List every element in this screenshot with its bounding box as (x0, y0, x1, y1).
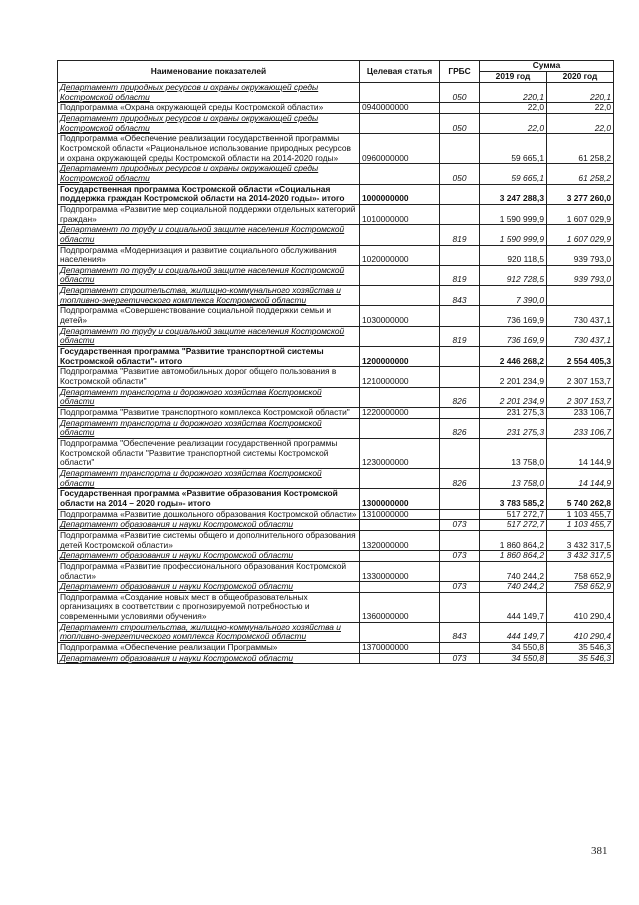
row-name: Департамент образования и науки Костромской области (58, 582, 360, 593)
row-grbs (440, 530, 480, 550)
row-name: Департамент образования и науки Костромской области (58, 653, 360, 664)
row-name: Подпрограмма «Развитие мер социальной поддержки отдельных категорий граждан» (58, 204, 360, 224)
row-value-2019: 912 728,5 (480, 265, 547, 285)
row-value-2020: 2 554 405,3 (547, 347, 614, 367)
row-value-2020: 1 103 455,7 (547, 509, 614, 520)
row-grbs (440, 347, 480, 367)
row-code: 1020000000 (360, 245, 440, 265)
row-value-2019: 22,0 (480, 103, 547, 114)
row-value-2020: 220,1 (547, 83, 614, 103)
row-value-2020: 233 106,7 (547, 408, 614, 419)
row-value-2020: 939 793,0 (547, 265, 614, 285)
row-grbs: 819 (440, 225, 480, 245)
subprogram-row (58, 204, 614, 224)
row-code (360, 83, 440, 103)
program-total-row (58, 184, 614, 204)
department-row (58, 387, 614, 407)
row-value-2020: 1 103 455,7 (547, 520, 614, 531)
row-name: Департамент транспорта и дорожного хозяйства Костромской области (58, 468, 360, 488)
row-value-2019: 231 275,3 (480, 408, 547, 419)
row-grbs: 073 (440, 551, 480, 562)
row-grbs: 843 (440, 622, 480, 642)
row-grbs (440, 438, 480, 468)
row-name: Подпрограмма «Создание новых мест в общеобразовательных организациях в соответствии с прогнозируемой потребностью и современными условиями обучения» (58, 592, 360, 622)
row-code (360, 653, 440, 664)
row-grbs (440, 408, 480, 419)
row-code: 1030000000 (360, 306, 440, 326)
row-code (360, 520, 440, 531)
row-code: 1210000000 (360, 367, 440, 387)
header-name: Наименование показателей (58, 61, 360, 83)
row-value-2019: 59 665,1 (480, 164, 547, 184)
row-value-2020: 730 437,1 (547, 306, 614, 326)
row-code: 1330000000 (360, 561, 440, 581)
row-name: Департамент транспорта и дорожного хозяйства Костромской области (58, 418, 360, 438)
row-name: Подпрограмма "Развитие автомобильных дорог общего пользования в Костромской области" (58, 367, 360, 387)
row-value-2019: 7 390,0 (480, 286, 547, 306)
department-row (58, 265, 614, 285)
row-name: Государственная программа «Развитие образования Костромской области на 2014 – 2020 годы»- итого (58, 489, 360, 509)
header-sum: Сумма (480, 61, 614, 72)
row-code (360, 113, 440, 133)
subprogram-row (58, 367, 614, 387)
row-value-2019: 920 118,5 (480, 245, 547, 265)
row-name: Департамент природных ресурсов и охраны окружающей среды Костромской области (58, 83, 360, 103)
row-value-2020: 1 607 029,9 (547, 204, 614, 224)
row-value-2019: 2 446 268,2 (480, 347, 547, 367)
row-code (360, 326, 440, 346)
row-code (360, 551, 440, 562)
row-value-2019: 736 169,9 (480, 326, 547, 346)
row-grbs (440, 643, 480, 654)
row-code (360, 468, 440, 488)
row-value-2020: 758 652,9 (547, 561, 614, 581)
row-code (360, 164, 440, 184)
row-name: Департамент природных ресурсов и охраны окружающей среды Костромской области (58, 164, 360, 184)
row-grbs (440, 245, 480, 265)
row-name: Подпрограмма «Развитие системы общего и дополнительного образования детей Костромской области» (58, 530, 360, 550)
row-value-2020: 233 106,7 (547, 418, 614, 438)
row-grbs: 050 (440, 113, 480, 133)
page-number: 381 (591, 845, 608, 857)
row-grbs (440, 367, 480, 387)
row-code (360, 225, 440, 245)
subprogram-row (58, 245, 614, 265)
row-value-2020: 1 607 029,9 (547, 225, 614, 245)
row-value-2020: 14 144,9 (547, 438, 614, 468)
row-value-2019: 1 860 864,2 (480, 530, 547, 550)
row-code: 1010000000 (360, 204, 440, 224)
subprogram-row (58, 643, 614, 654)
row-value-2020: 3 277 260,0 (547, 184, 614, 204)
row-name: Государственная программа Костромской области «Социальная поддержка граждан Костромской области на 2014-2020 годы»- итого (58, 184, 360, 204)
subprogram-row (58, 408, 614, 419)
row-value-2019: 517 272,7 (480, 509, 547, 520)
row-value-2019: 22,0 (480, 113, 547, 133)
row-value-2019: 231 275,3 (480, 418, 547, 438)
budget-table (57, 60, 614, 664)
row-value-2020: 22,0 (547, 113, 614, 133)
row-value-2019: 59 665,1 (480, 134, 547, 164)
row-code (360, 286, 440, 306)
row-value-2020: 3 432 317,5 (547, 551, 614, 562)
row-value-2019: 34 550,8 (480, 643, 547, 654)
table-header (58, 61, 614, 83)
program-total-row (58, 489, 614, 509)
row-name: Подпрограмма «Развитие дошкольного образования Костромской области» (58, 509, 360, 520)
row-value-2020: 410 290,4 (547, 622, 614, 642)
row-value-2020: 14 144,9 (547, 468, 614, 488)
row-name: Подпрограмма "Развитие транспортного комплекса Костромской области" (58, 408, 360, 419)
row-value-2019: 444 149,7 (480, 592, 547, 622)
department-row (58, 520, 614, 531)
row-grbs (440, 103, 480, 114)
row-value-2019: 3 247 288,3 (480, 184, 547, 204)
row-value-2019: 517 272,7 (480, 520, 547, 531)
row-value-2020: 61 258,2 (547, 164, 614, 184)
header-year-2019: 2019 год (480, 72, 547, 83)
subprogram-row (58, 561, 614, 581)
row-grbs: 826 (440, 468, 480, 488)
row-value-2020: 61 258,2 (547, 134, 614, 164)
subprogram-row (58, 509, 614, 520)
row-name: Департамент строительства, жилищно-коммунального хозяйства и топливно-энергетического комплекса Костромской области (58, 622, 360, 642)
row-code: 0960000000 (360, 134, 440, 164)
row-code: 1000000000 (360, 184, 440, 204)
header-code: Целевая статья (360, 61, 440, 83)
row-grbs (440, 509, 480, 520)
row-name: Подпрограмма «Модернизация и развитие социального обслуживания населения» (58, 245, 360, 265)
department-row (58, 468, 614, 488)
subprogram-row (58, 134, 614, 164)
row-code (360, 418, 440, 438)
row-value-2020: 22,0 (547, 103, 614, 114)
row-value-2019: 13 758,0 (480, 438, 547, 468)
row-value-2020: 2 307 153,7 (547, 387, 614, 407)
row-name: Департамент образования и науки Костромской области (58, 520, 360, 531)
row-value-2020: 35 546,3 (547, 643, 614, 654)
row-grbs (440, 489, 480, 509)
department-row (58, 551, 614, 562)
row-code: 1220000000 (360, 408, 440, 419)
row-grbs (440, 306, 480, 326)
row-value-2019: 444 149,7 (480, 622, 547, 642)
department-row (58, 164, 614, 184)
row-grbs: 073 (440, 653, 480, 664)
row-value-2020: 939 793,0 (547, 245, 614, 265)
row-grbs: 826 (440, 418, 480, 438)
subprogram-row (58, 530, 614, 550)
row-value-2019: 1 860 864,2 (480, 551, 547, 562)
subprogram-row (58, 438, 614, 468)
row-value-2019: 3 783 585,2 (480, 489, 547, 509)
department-row (58, 622, 614, 642)
row-name: Подпрограмма «Охрана окружающей среды Костромской области» (58, 103, 360, 114)
row-code: 1360000000 (360, 592, 440, 622)
department-row (58, 653, 614, 664)
row-code: 1300000000 (360, 489, 440, 509)
row-grbs: 819 (440, 265, 480, 285)
row-code: 1320000000 (360, 530, 440, 550)
table-body (58, 83, 614, 664)
row-value-2019: 13 758,0 (480, 468, 547, 488)
header-grbs: ГРБС (440, 61, 480, 83)
row-value-2020: 730 437,1 (547, 326, 614, 346)
row-code: 0940000000 (360, 103, 440, 114)
row-code: 1370000000 (360, 643, 440, 654)
row-grbs: 050 (440, 164, 480, 184)
row-code: 1230000000 (360, 438, 440, 468)
department-row (58, 225, 614, 245)
row-value-2020 (547, 286, 614, 306)
department-row (58, 418, 614, 438)
row-grbs: 819 (440, 326, 480, 346)
header-year-2020: 2020 год (547, 72, 614, 83)
row-name: Департамент строительства, жилищно-коммунального хозяйства и топливно-энергетического комплекса Костромской области (58, 286, 360, 306)
row-grbs (440, 204, 480, 224)
row-code: 1310000000 (360, 509, 440, 520)
program-total-row (58, 347, 614, 367)
row-grbs (440, 184, 480, 204)
row-name: Департамент транспорта и дорожного хозяйства Костромской области (58, 387, 360, 407)
row-value-2019: 1 590 999,9 (480, 204, 547, 224)
row-grbs (440, 592, 480, 622)
department-row (58, 326, 614, 346)
row-value-2019: 740 244,2 (480, 561, 547, 581)
row-name: Подпрограмма «Обеспечение реализации государственной программы Костромской области «Рациональное использование природных ресурсов и охрана окружающей среды Костромской области на 2014-2020 годы» (58, 134, 360, 164)
row-value-2020: 3 432 317,5 (547, 530, 614, 550)
department-row (58, 286, 614, 306)
row-value-2020: 410 290,4 (547, 592, 614, 622)
row-code: 1200000000 (360, 347, 440, 367)
department-row (58, 83, 614, 103)
row-value-2019: 736 169,9 (480, 306, 547, 326)
subprogram-row (58, 306, 614, 326)
row-name: Департамент природных ресурсов и охраны окружающей среды Костромской области (58, 113, 360, 133)
row-grbs (440, 134, 480, 164)
row-value-2019: 2 201 234,9 (480, 387, 547, 407)
row-value-2020: 758 652,9 (547, 582, 614, 593)
row-grbs: 843 (440, 286, 480, 306)
row-code (360, 622, 440, 642)
row-grbs (440, 561, 480, 581)
row-name: Государственная программа "Развитие транспортной системы Костромской области"- итого (58, 347, 360, 367)
row-grbs: 826 (440, 387, 480, 407)
row-value-2020: 35 546,3 (547, 653, 614, 664)
row-name: Подпрограмма «Развитие профессионального образования Костромской области» (58, 561, 360, 581)
department-row (58, 113, 614, 133)
row-value-2020: 5 740 262,8 (547, 489, 614, 509)
row-code (360, 387, 440, 407)
row-name: Подпрограмма «Обеспечение реализации Программы» (58, 643, 360, 654)
subprogram-row (58, 103, 614, 114)
row-value-2019: 740 244,2 (480, 582, 547, 593)
row-value-2019: 2 201 234,9 (480, 367, 547, 387)
row-code (360, 582, 440, 593)
row-name: Подпрограмма "Обеспечение реализации государственной программы Костромской области "Развитие транспортной системы Костромской области" (58, 438, 360, 468)
row-value-2019: 1 590 999,9 (480, 225, 547, 245)
row-name: Подпрограмма «Совершенствование социальной поддержки семьи и детей» (58, 306, 360, 326)
row-code (360, 265, 440, 285)
row-name: Департамент по труду и социальной защите населения Костромской области (58, 326, 360, 346)
row-value-2019: 34 550,8 (480, 653, 547, 664)
row-name: Департамент образования и науки Костромской области (58, 551, 360, 562)
row-grbs: 073 (440, 582, 480, 593)
row-name: Департамент по труду и социальной защите населения Костромской области (58, 265, 360, 285)
department-row (58, 582, 614, 593)
row-name: Департамент по труду и социальной защите населения Костромской области (58, 225, 360, 245)
row-grbs: 073 (440, 520, 480, 531)
row-value-2019: 220,1 (480, 83, 547, 103)
row-grbs: 050 (440, 83, 480, 103)
row-value-2020: 2 307 153,7 (547, 367, 614, 387)
subprogram-row (58, 592, 614, 622)
